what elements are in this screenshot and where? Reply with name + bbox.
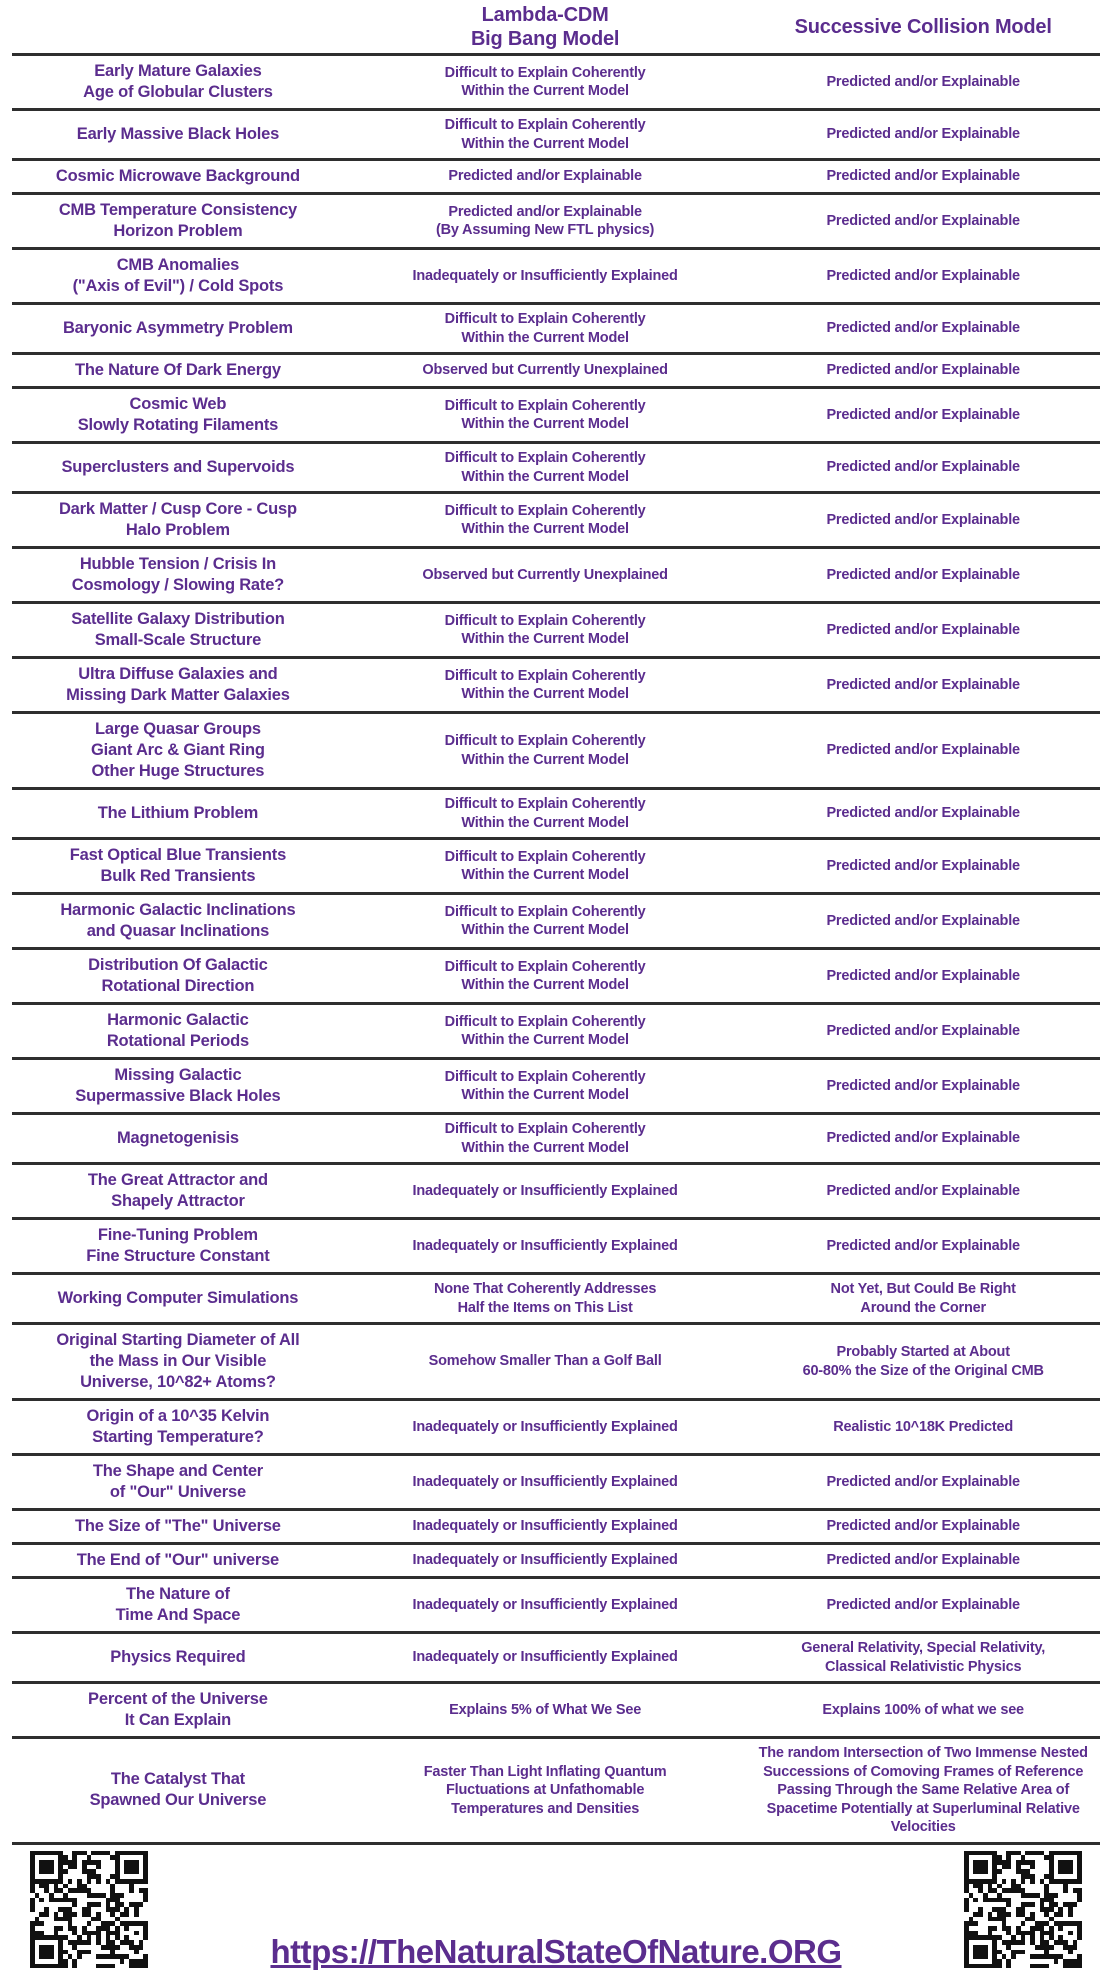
text-line: Inadequately or Insufficiently Explained [412, 1518, 678, 1535]
text-line: Within the Current Model [461, 83, 629, 99]
topic-cell [12, 1170, 344, 1212]
text-line: Classical Relativistic Physics [825, 1658, 1022, 1675]
text-line: Cosmology / Slowing Rate? [71, 576, 285, 594]
text-line: Within the Current Model [461, 867, 629, 883]
table-row [12, 714, 1100, 790]
table-header [12, 0, 1100, 56]
topic-cell [12, 166, 344, 187]
text-line: Rotational Direction [101, 977, 255, 995]
topic-cell [12, 61, 344, 103]
text-line: 60-80% the Size of the Original CMB [802, 1362, 1044, 1379]
lambda-cdm-cell [344, 1352, 747, 1371]
table-row [12, 305, 1100, 355]
topic-cell [12, 955, 344, 997]
text-line: The Great Attractor and [87, 1171, 268, 1189]
text-line: Within the Current Model [461, 329, 629, 346]
text-line: Temperatures and Densities [451, 1800, 640, 1817]
lambda-cdm-cell [344, 1596, 747, 1615]
lambda-cdm-cell [344, 667, 747, 704]
text-line: Fine-Tuning Problem [97, 1226, 258, 1244]
table-row [12, 1511, 1100, 1545]
text-line: Large Quasar Groups [94, 720, 261, 738]
successive-collision-cell [746, 1517, 1100, 1536]
successive-collision-cell [746, 912, 1100, 931]
table-row [12, 111, 1100, 161]
lambda-cdm-header-line2: Big Bang Model [470, 28, 620, 50]
text-line: The random Intersection of Two Immense Nested [758, 1745, 1088, 1761]
text-line: Harmonic Galactic Inclinations [60, 901, 296, 919]
topic-cell [12, 1128, 344, 1149]
table-row [12, 1579, 1100, 1634]
text-line: Predicted and/or Explainable [826, 1077, 1020, 1094]
topic-cell [12, 1288, 344, 1309]
text-line: Halo Problem [125, 521, 230, 539]
successive-collision-cell [746, 566, 1100, 585]
lambda-cdm-cell [344, 1237, 747, 1256]
website-link-wrap [148, 1851, 964, 1973]
successive-collision-cell [746, 1077, 1100, 1096]
text-line: Cosmic Microwave Background [55, 167, 300, 185]
text-line: Within the Current Model [461, 416, 629, 432]
topic-cell [12, 1330, 344, 1393]
successive-collision-cell [746, 1280, 1100, 1317]
lambda-cdm-cell [344, 958, 747, 995]
text-line: Early Mature Galaxies [94, 62, 262, 80]
text-line: Distribution Of Galactic [88, 956, 268, 974]
table-row [12, 1005, 1100, 1060]
text-line: Superclusters and Supervoids [61, 458, 295, 476]
text-line: Predicted and/or Explainable [826, 857, 1020, 874]
topic-cell [12, 124, 344, 145]
text-line: Satellite Galaxy Distribution [71, 610, 285, 628]
text-line: General Relativity, Special Relativity, [801, 1640, 1046, 1656]
lambda-cdm-header-line1: Lambda-CDM [481, 4, 609, 26]
lambda-cdm-cell [344, 1280, 747, 1317]
text-line: Predicted and/or Explainable [826, 1182, 1020, 1199]
table-row [12, 1275, 1100, 1325]
lambda-cdm-cell [344, 267, 747, 286]
text-line: Predicted and/or Explainable [826, 406, 1020, 423]
topic-cell [12, 664, 344, 706]
topic-cell [12, 1225, 344, 1267]
text-line: Difficult to Explain Coherently [444, 733, 646, 749]
table-row [12, 56, 1100, 111]
table-row [12, 950, 1100, 1005]
lambda-cdm-cell [344, 1551, 747, 1570]
successive-collision-cell [746, 406, 1100, 425]
successive-collision-cell [746, 1129, 1100, 1148]
text-line: Within the Current Model [461, 1139, 629, 1156]
text-line: Predicted and/or Explainable [826, 73, 1020, 90]
text-line: Difficult to Explain Coherently [444, 450, 646, 466]
text-line: Fine Structure Constant [86, 1247, 270, 1265]
successive-collision-cell [746, 1237, 1100, 1256]
text-line: Missing Galactic [114, 1066, 242, 1084]
successive-collision-cell [746, 1551, 1100, 1570]
text-line: Difficult to Explain Coherently [444, 1121, 646, 1137]
text-line: Predicted and/or Explainable [826, 566, 1020, 583]
text-line: Inadequately or Insufficiently Explained [412, 1596, 678, 1613]
table-row [12, 1220, 1100, 1275]
text-line: Inadequately or Insufficiently Explained [412, 267, 678, 284]
text-line: Shapely Attractor [111, 1192, 245, 1210]
successive-collision-cell [746, 1182, 1100, 1201]
table-row [12, 355, 1100, 389]
successive-collision-cell [746, 73, 1100, 92]
topic-cell [12, 719, 344, 782]
lambda-cdm-cell [344, 1068, 747, 1105]
table-row [12, 895, 1100, 950]
text-line: Difficult to Explain Coherently [444, 502, 646, 519]
text-line: Observed but Currently Unexplained [422, 362, 668, 379]
footer [12, 1845, 1100, 1975]
topic-cell [12, 1065, 344, 1107]
lambda-cdm-cell [344, 1120, 747, 1157]
successive-collision-cell [746, 125, 1100, 144]
text-line: Percent of the Universe [88, 1690, 268, 1708]
lambda-cdm-cell [344, 612, 747, 649]
text-line: Difficult to Explain Coherently [444, 117, 646, 133]
text-line: Predicted and/or Explainable [448, 168, 642, 185]
successive-collision-cell [746, 1639, 1100, 1676]
text-line: Predicted and/or Explainable [826, 676, 1020, 693]
lambda-cdm-cell [344, 361, 747, 380]
text-line: Predicted and/or Explainable [826, 1552, 1020, 1569]
text-line: None That Coherently Addresses [433, 1281, 657, 1297]
text-line: Ultra Diffuse Galaxies and [78, 665, 278, 683]
table-row [12, 1634, 1100, 1684]
text-line: Predicted and/or Explainable [826, 126, 1020, 143]
text-line: Predicted and/or Explainable [826, 1518, 1020, 1535]
text-line: CMB Anomalies [116, 256, 240, 274]
successive-collision-cell [746, 511, 1100, 530]
table-row [12, 195, 1100, 250]
text-line: Inadequately or Insufficiently Explained [412, 1182, 678, 1199]
topic-cell [12, 499, 344, 541]
lambda-cdm-cell [344, 1701, 747, 1720]
text-line: Physics Required [110, 1648, 246, 1666]
text-line: Faster Than Light Inflating Quantum [423, 1763, 667, 1780]
table-row [12, 389, 1100, 444]
text-line: Predicted and/or Explainable [448, 203, 642, 220]
table-row [12, 659, 1100, 714]
table-row [12, 1060, 1100, 1115]
text-line: Predicted and/or Explainable [826, 805, 1020, 822]
text-line: Predicted and/or Explainable [826, 1473, 1020, 1490]
successive-collision-cell [746, 212, 1100, 231]
successive-collision-cell [746, 267, 1100, 286]
text-line: Universe, 10^82+ Atoms? [80, 1373, 276, 1391]
successive-collision-cell [746, 1343, 1100, 1380]
successive-collision-cell [746, 1701, 1100, 1720]
text-line: Inadequately or Insufficiently Explained [412, 1473, 678, 1490]
lambda-cdm-cell [344, 795, 747, 832]
text-line: Missing Dark Matter Galaxies [66, 686, 290, 704]
text-line: Predicted and/or Explainable [826, 511, 1020, 528]
text-line: Predicted and/or Explainable [826, 212, 1020, 229]
topic-cell [12, 845, 344, 887]
lambda-cdm-cell [344, 116, 747, 153]
lambda-cdm-cell [344, 1517, 747, 1536]
successive-collision-cell [746, 857, 1100, 876]
table-row [12, 494, 1100, 549]
text-line: Bulk Red Transients [100, 867, 256, 885]
table-body [12, 56, 1100, 1845]
successive-collision-cell [746, 458, 1100, 477]
text-line: Horizon Problem [113, 222, 243, 240]
table-row [12, 1545, 1100, 1579]
successive-collision-cell [746, 361, 1100, 380]
text-line: Fluctuations at Unfathomable [445, 1782, 645, 1798]
lambda-cdm-cell [344, 1473, 747, 1492]
lambda-cdm-cell [344, 203, 747, 240]
text-line: Dark Matter / Cusp Core - Cusp [58, 500, 297, 518]
successive-collision-cell [746, 804, 1100, 823]
text-line: Within the Current Model [461, 468, 629, 485]
text-line: Inadequately or Insufficiently Explained [412, 1649, 678, 1666]
topic-cell [12, 609, 344, 651]
text-line: Difficult to Explain Coherently [444, 848, 646, 865]
text-line: The Catalyst That [110, 1770, 245, 1789]
lambda-cdm-cell [344, 903, 747, 940]
topic-cell [12, 554, 344, 596]
topic-cell [12, 394, 344, 436]
text-line: Predicted and/or Explainable [826, 742, 1020, 759]
topic-cell [12, 1516, 344, 1537]
text-line: Slowly Rotating Filaments [77, 416, 279, 434]
text-line: Predicted and/or Explainable [826, 1130, 1020, 1147]
text-line: Predicted and/or Explainable [826, 912, 1020, 929]
text-line: The Nature of [126, 1585, 230, 1603]
text-line: Inadequately or Insufficiently Explained [412, 1552, 678, 1569]
text-line: Time And Space [115, 1606, 241, 1624]
text-line: Origin of a 10^35 Kelvin [86, 1407, 270, 1425]
lambda-cdm-cell [344, 502, 747, 539]
website-link[interactable]: https://TheNaturalStateOfNature.ORG [270, 1932, 842, 1970]
table-row [12, 444, 1100, 494]
text-line: Predicted and/or Explainable [826, 1022, 1020, 1039]
text-line: Within the Current Model [461, 1032, 629, 1048]
text-line: (By Assuming New FTL physics) [436, 222, 655, 238]
text-line: Hubble Tension / Crisis In [79, 555, 276, 573]
text-line: Within the Current Model [461, 751, 629, 768]
topic-cell [12, 1584, 344, 1626]
text-line: Within the Current Model [461, 631, 629, 647]
topic-cell [12, 900, 344, 942]
text-line: The Size of "The" Universe [75, 1517, 281, 1535]
table-row [12, 250, 1100, 305]
table-row [12, 840, 1100, 895]
successive-collision-cell [746, 1473, 1100, 1492]
table-row [12, 1684, 1100, 1739]
text-line: Probably Started at About [836, 1344, 1010, 1360]
text-line: ("Axis of Evil") / Cold Spots [72, 277, 284, 295]
lambda-cdm-cell [344, 1013, 747, 1050]
text-line: Age of Globular Clusters [83, 83, 273, 101]
lambda-cdm-cell [344, 1418, 747, 1437]
successive-collision-cell [746, 1418, 1100, 1437]
text-line: The Nature Of Dark Energy [74, 361, 281, 379]
text-line: Cosmic Web [129, 395, 227, 413]
text-line: Velocities [890, 1819, 956, 1835]
text-line: Spawned Our Universe [89, 1791, 267, 1810]
text-line: The End of "Our" universe [76, 1551, 280, 1569]
text-line: Starting Temperature? [92, 1428, 264, 1446]
topic-cell [12, 1550, 344, 1571]
successive-collision-cell [746, 1596, 1100, 1615]
text-line: Harmonic Galactic [107, 1011, 249, 1029]
text-line: Around the Corner [860, 1299, 986, 1316]
text-line: Rotational Periods [106, 1032, 249, 1050]
lambda-cdm-cell [344, 64, 747, 101]
successive-collision-cell [746, 967, 1100, 986]
topic-cell [12, 360, 344, 381]
text-line: Within the Current Model [461, 922, 629, 938]
topic-cell [12, 1647, 344, 1668]
text-line: Within the Current Model [461, 977, 629, 993]
text-line: Half the Items on This List [457, 1299, 633, 1316]
topic-cell [12, 457, 344, 478]
text-line: Within the Current Model [461, 521, 629, 537]
text-line: Original Starting Diameter of All [56, 1331, 300, 1349]
text-line: Difficult to Explain Coherently [444, 1068, 646, 1085]
text-line: Difficult to Explain Coherently [444, 64, 646, 81]
topic-cell [12, 255, 344, 297]
successive-collision-column-header: Successive Collision Model [794, 16, 1052, 38]
text-line: Magnetogenisis [116, 1129, 239, 1147]
table-row [12, 1325, 1100, 1401]
text-line: The Shape and Center [92, 1462, 264, 1480]
text-line: Predicted and/or Explainable [826, 168, 1020, 185]
text-line: Within the Current Model [461, 135, 629, 152]
lambda-cdm-column-header [344, 3, 747, 51]
successive-collision-cell [746, 1744, 1100, 1837]
successive-collision-cell [746, 1022, 1100, 1041]
table-row [12, 1401, 1100, 1456]
table-row [12, 604, 1100, 659]
text-line: Difficult to Explain Coherently [444, 667, 646, 684]
table-row [12, 1456, 1100, 1511]
topic-cell [12, 1769, 344, 1811]
text-line: Predicted and/or Explainable [826, 320, 1020, 337]
table-row [12, 549, 1100, 604]
text-line: Inadequately or Insufficiently Explained [412, 1418, 678, 1435]
qr-code-left [30, 1851, 148, 1969]
text-line: Within the Current Model [461, 814, 629, 831]
text-line: CMB Temperature Consistency [58, 201, 297, 219]
text-line: The Lithium Problem [97, 804, 259, 822]
table-row [12, 1739, 1100, 1845]
text-line: Not Yet, But Could Be Right [830, 1281, 1016, 1297]
text-line: Predicted and/or Explainable [826, 621, 1020, 638]
text-line: Passing Through the Same Relative Area of [777, 1782, 1070, 1798]
text-line: Small-Scale Structure [94, 631, 262, 649]
lambda-cdm-cell [344, 566, 747, 585]
text-line: Explains 100% of what we see [822, 1701, 1024, 1718]
text-line: Predicted and/or Explainable [826, 1237, 1020, 1254]
text-line: Difficult to Explain Coherently [444, 958, 646, 975]
text-line: Difficult to Explain Coherently [444, 903, 646, 920]
text-line: of "Our" Universe [109, 1483, 246, 1501]
text-line: Difficult to Explain Coherently [444, 612, 646, 629]
text-line: Predicted and/or Explainable [826, 362, 1020, 379]
text-line: Working Computer Simulations [57, 1289, 299, 1307]
table-row [12, 1115, 1100, 1165]
text-line: Realistic 10^18K Predicted [833, 1418, 1014, 1435]
lambda-cdm-cell [344, 167, 747, 186]
topic-cell [12, 1461, 344, 1503]
text-line: Somehow Smaller Than a Golf Ball [428, 1353, 662, 1370]
text-line: Predicted and/or Explainable [826, 459, 1020, 476]
text-line: Early Massive Black Holes [76, 125, 280, 143]
lambda-cdm-cell [344, 449, 747, 486]
text-line: Supermassive Black Holes [75, 1087, 281, 1105]
text-line: Difficult to Explain Coherently [444, 796, 646, 812]
topic-cell [12, 1010, 344, 1052]
lambda-cdm-cell [344, 1763, 747, 1819]
topic-cell [12, 1689, 344, 1731]
text-line: Giant Arc & Giant Ring [91, 741, 265, 759]
table-row [12, 1165, 1100, 1220]
text-line: Inadequately or Insufficiently Explained [412, 1237, 678, 1254]
table-row [12, 790, 1100, 840]
topic-cell [12, 200, 344, 242]
lambda-cdm-cell [344, 397, 747, 434]
text-line: Other Huge Structures [91, 762, 265, 780]
text-line: Predicted and/or Explainable [826, 267, 1020, 284]
successive-collision-cell [746, 621, 1100, 640]
lambda-cdm-cell [344, 310, 747, 347]
text-line: Observed but Currently Unexplained [422, 566, 668, 583]
successive-collision-cell [746, 319, 1100, 338]
topic-cell [12, 1406, 344, 1448]
text-line: Spacetime Potentially at Superluminal Relative [766, 1800, 1080, 1817]
text-line: Explains 5% of What We See [449, 1701, 642, 1718]
successive-collision-cell [746, 741, 1100, 760]
topic-cell [12, 318, 344, 339]
text-line: the Mass in Our Visible [89, 1352, 267, 1370]
text-line: Baryonic Asymmetry Problem [62, 319, 293, 337]
text-line: Fast Optical Blue Transients [69, 846, 287, 864]
text-line: Within the Current Model [461, 1087, 629, 1103]
lambda-cdm-cell [344, 1648, 747, 1667]
table-row [12, 161, 1100, 195]
topic-cell [12, 803, 344, 824]
text-line: Predicted and/or Explainable [826, 1596, 1020, 1613]
text-line: Difficult to Explain Coherently [444, 397, 646, 414]
lambda-cdm-cell [344, 1182, 747, 1201]
successive-collision-cell [746, 167, 1100, 186]
lambda-cdm-cell [344, 848, 747, 885]
successive-collision-cell [746, 676, 1100, 695]
text-line: Difficult to Explain Coherently [444, 311, 646, 327]
lambda-cdm-cell [344, 732, 747, 769]
text-line: and Quasar Inclinations [86, 922, 270, 940]
text-line: Predicted and/or Explainable [826, 967, 1020, 984]
text-line: Successions of Comoving Frames of Reference [763, 1763, 1084, 1780]
text-line: It Can Explain [124, 1711, 232, 1729]
qr-code-right [964, 1851, 1082, 1969]
text-line: Within the Current Model [461, 686, 629, 702]
text-line: Difficult to Explain Coherently [444, 1013, 646, 1030]
